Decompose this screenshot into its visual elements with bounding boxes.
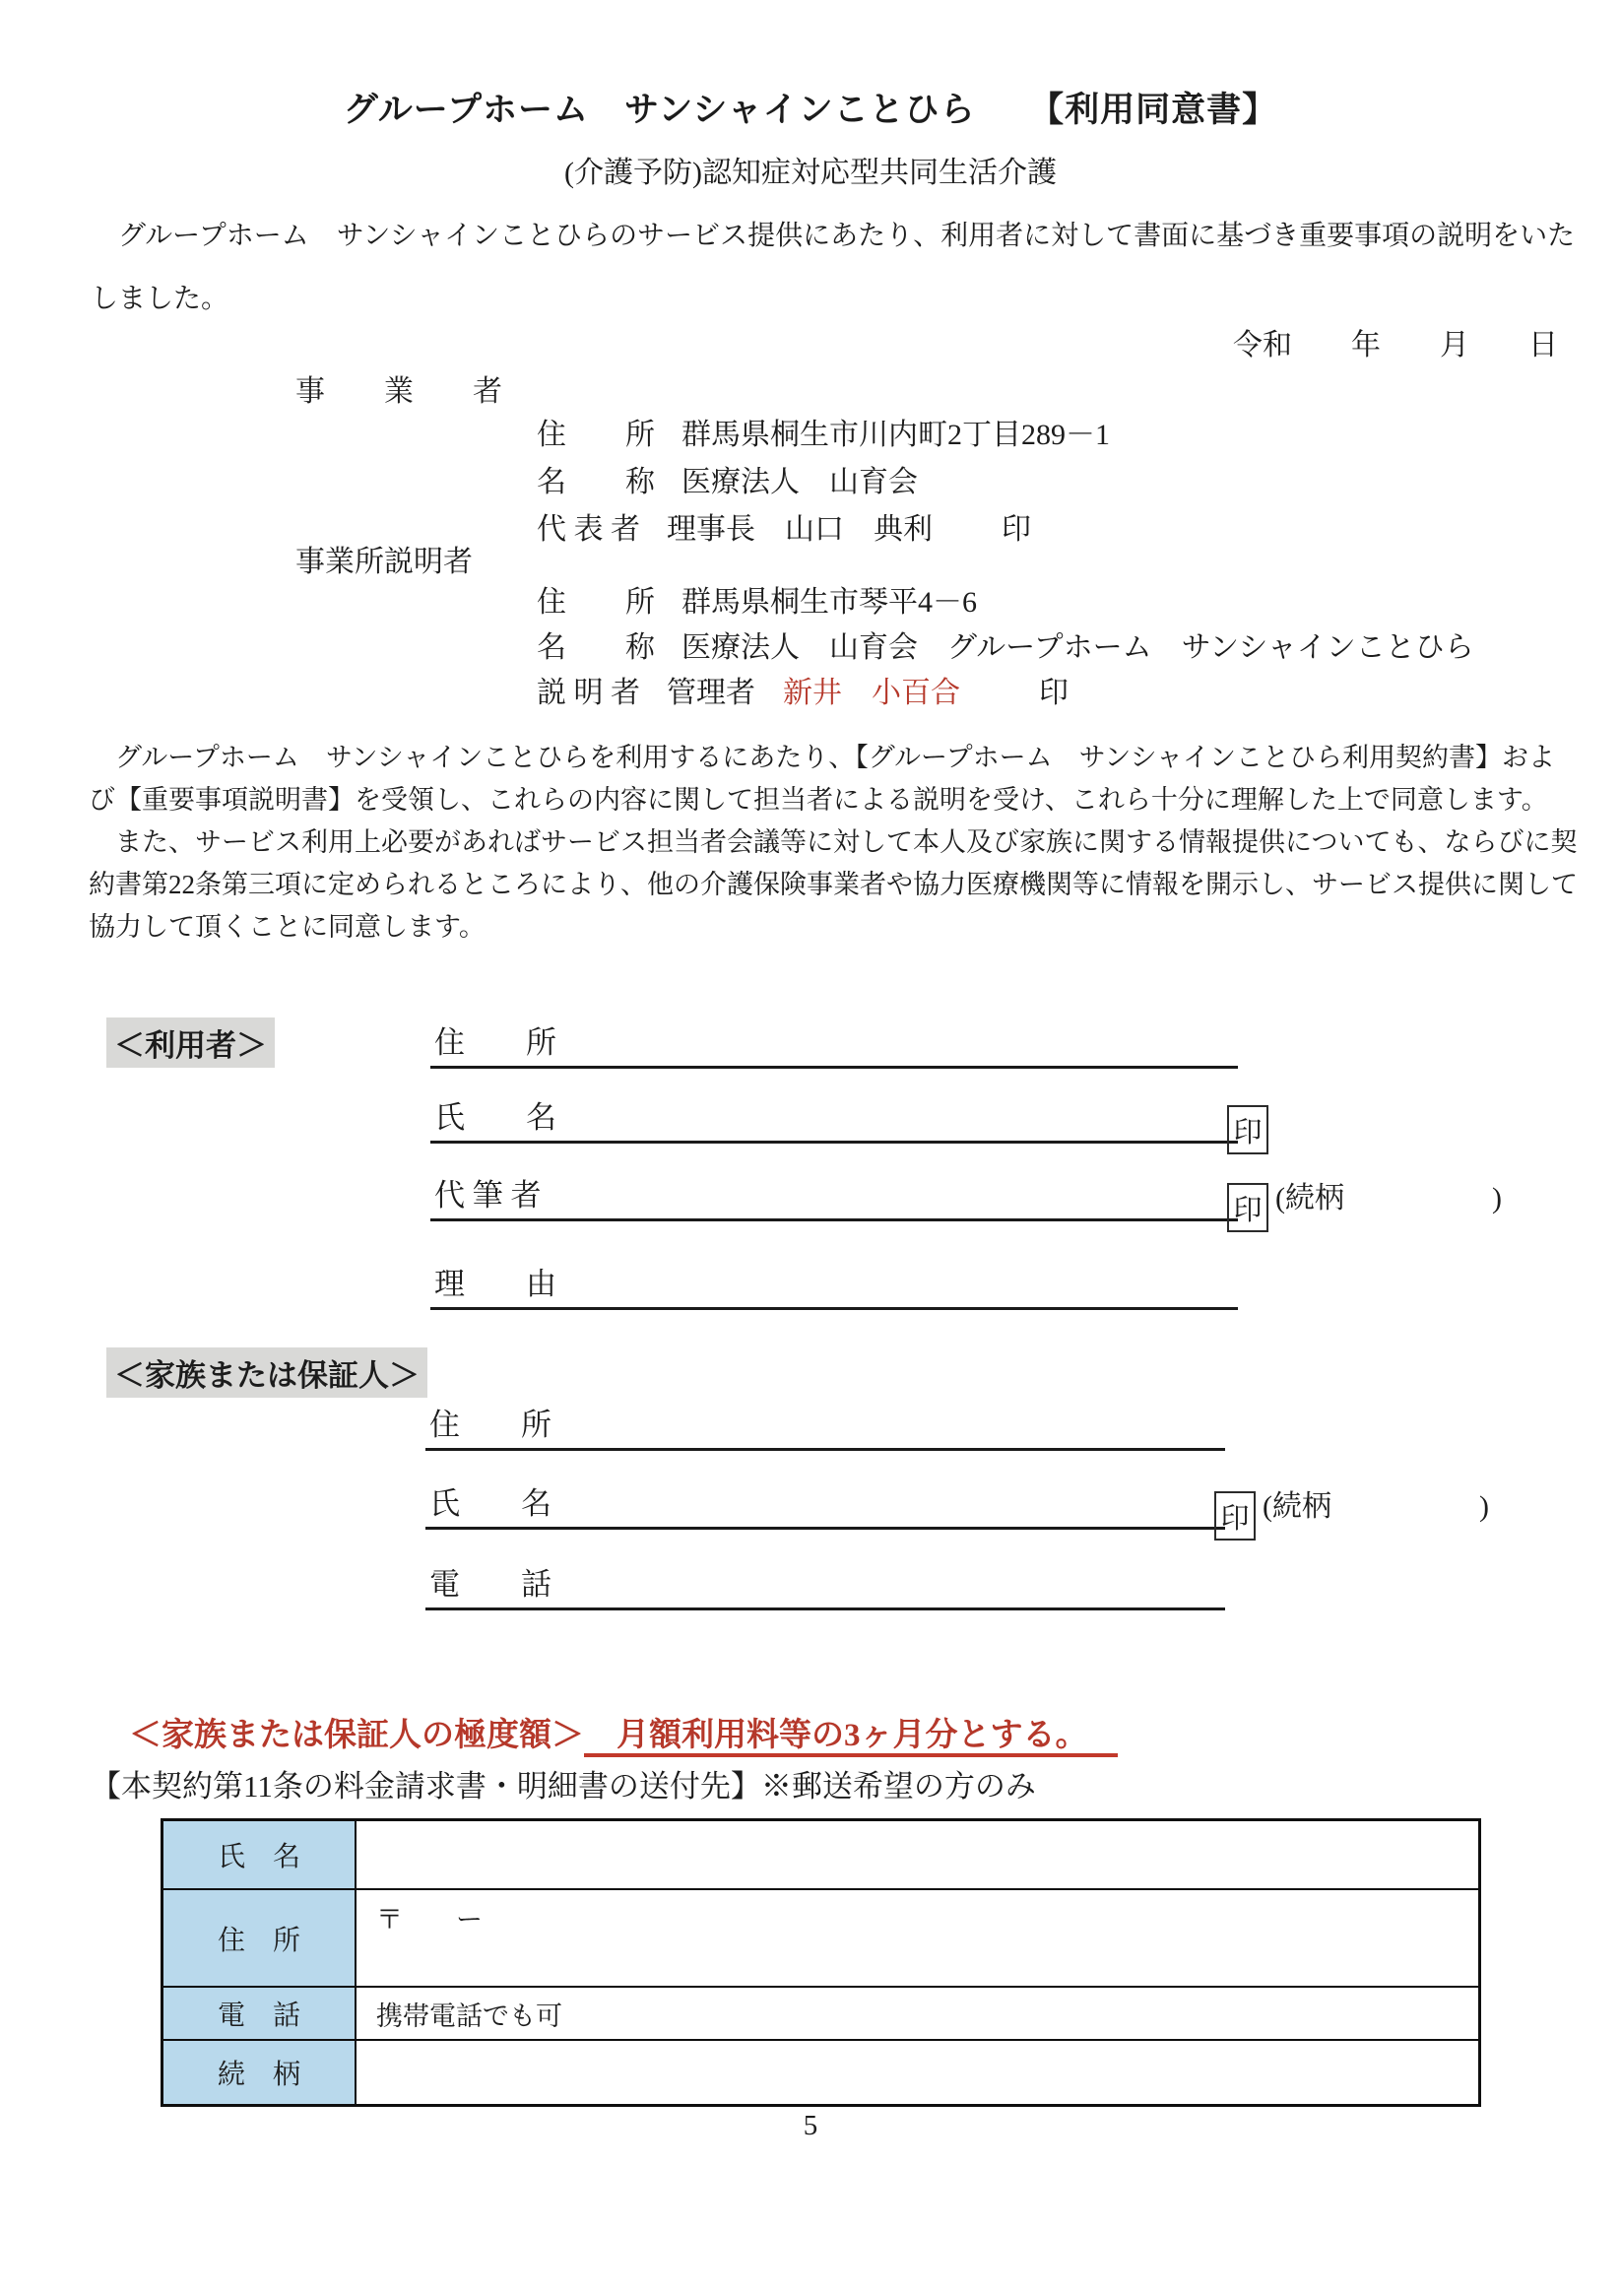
explainer-role-label: 説 明 者	[537, 677, 640, 709]
family-name-seal-box: 印	[1214, 1491, 1256, 1541]
billing-table	[161, 1818, 1481, 2107]
table-row	[162, 1889, 1480, 1987]
provider-name-row	[537, 461, 918, 500]
page-subtitle: (介護予防)認知症対応型共同生活介護	[564, 157, 1057, 189]
explainer-address-value: 群馬県桐生市琴平4－6	[681, 586, 977, 619]
user-section-heading: ＜利用者＞	[106, 1017, 275, 1068]
reason-field	[430, 1262, 1238, 1310]
proxy-writer-field	[430, 1173, 1502, 1226]
billing-name-value	[356, 1820, 1480, 1890]
billing-heading: 【本契約第11条の料金請求書・明細書の送付先】※郵送希望の方のみ	[91, 1769, 1036, 1804]
billing-relation-header: 続 柄	[162, 2040, 357, 2106]
page-title: グループホーム サンシャインことひら 【利用同意書】	[343, 91, 1278, 129]
proxy-writer-label: 代 筆 者	[434, 1178, 542, 1213]
explainer-seal-mark: 印	[1039, 677, 1069, 709]
family-name-label: 氏 名	[429, 1486, 551, 1521]
family-name-field	[425, 1481, 1489, 1535]
explainer-name-label: 名 称	[537, 631, 655, 664]
provider-address-label: 住 所	[537, 419, 655, 451]
proxy-writer-seal-box: 印	[1227, 1183, 1268, 1232]
provider-heading: 事 業 者	[295, 375, 502, 408]
family-address-field	[425, 1403, 1225, 1451]
consent-paragraph-1: グループホーム サンシャインことひらを利用するにあたり、【グループホーム サンシャインことひら利用契約書】および【重要事項説明書】を受領し、これらの内容に関して担当者による説明を受け、これら十分に理解した上で同意します。	[89, 743, 1556, 815]
family-address-label: 住 所	[429, 1408, 551, 1442]
billing-address-header: 住 所	[162, 1889, 357, 1987]
representative-seal-mark: 印	[1002, 513, 1031, 546]
explainer-role-row	[537, 672, 1069, 711]
guarantee-limit-label: ＜家族または保証人の極度額＞	[129, 1718, 584, 1753]
reason-label: 理 由	[434, 1267, 556, 1301]
intro-paragraph: グループホーム サンシャインことひらのサービス提供にあたり、利用者に対して書面に基づき重要事項の説明をいたしました。	[91, 221, 1576, 314]
proxy-relation-label: (続柄 )	[1275, 1182, 1502, 1214]
billing-address-value: 〒 ー	[356, 1889, 1480, 1987]
user-name-label: 氏 名	[434, 1100, 556, 1135]
family-relation-label: (続柄 )	[1263, 1490, 1489, 1523]
explainer-heading: 事業所説明者	[295, 546, 473, 578]
date-line: 令和 年 月 日	[1233, 329, 1558, 361]
explainer-name-row	[537, 626, 1474, 666]
page-number: 5	[803, 2110, 818, 2141]
manager-name: 新井 小百合	[783, 677, 960, 709]
provider-representative-row	[537, 508, 1031, 548]
billing-name-header: 氏 名	[162, 1820, 357, 1890]
explainer-address-row	[537, 581, 977, 621]
table-row	[162, 1820, 1480, 1890]
provider-representative-label: 代 表 者	[537, 513, 640, 546]
user-name-seal-box: 印	[1227, 1105, 1268, 1154]
billing-phone-header: 電 話	[162, 1987, 357, 2040]
table-row	[162, 2040, 1480, 2106]
provider-representative-value: 理事長 山口 典利	[667, 513, 933, 546]
billing-phone-value: 携帯電話でも可	[356, 1987, 1480, 2040]
provider-address-row	[537, 414, 1110, 453]
provider-name-label: 名 称	[537, 466, 655, 498]
user-address-field	[430, 1020, 1238, 1069]
family-section-heading: ＜家族または保証人＞	[106, 1347, 427, 1398]
user-address-label: 住 所	[434, 1025, 556, 1060]
consent-paragraph-2: また、サービス利用上必要があればサービス担当者会議等に対して本人及び家族に関する情報提供についても、ならびに契約書第22条第三項に定められるところにより、他の介護保険事業者や協力医療機関等に情報を開示し、サービス提供に関して協力して頂くことに同意します。	[89, 827, 1578, 942]
table-row	[162, 1987, 1480, 2040]
family-phone-field	[425, 1562, 1225, 1610]
family-phone-label: 電 話	[429, 1567, 551, 1602]
explainer-name-value: 医療法人 山育会 グループホーム サンシャインことひら	[681, 631, 1474, 664]
explainer-address-label: 住 所	[537, 586, 655, 619]
provider-address-value: 群馬県桐生市川内町2丁目289－1	[681, 419, 1110, 451]
consent-text-block	[89, 737, 1581, 949]
user-name-field	[430, 1095, 1263, 1148]
explainer-role-value: 管理者	[667, 677, 755, 709]
billing-relation-value	[356, 2040, 1480, 2106]
guarantee-limit-value: 月額利用料等の3ヶ月分とする。	[584, 1718, 1118, 1757]
provider-name-value: 医療法人 山育会	[681, 466, 918, 498]
